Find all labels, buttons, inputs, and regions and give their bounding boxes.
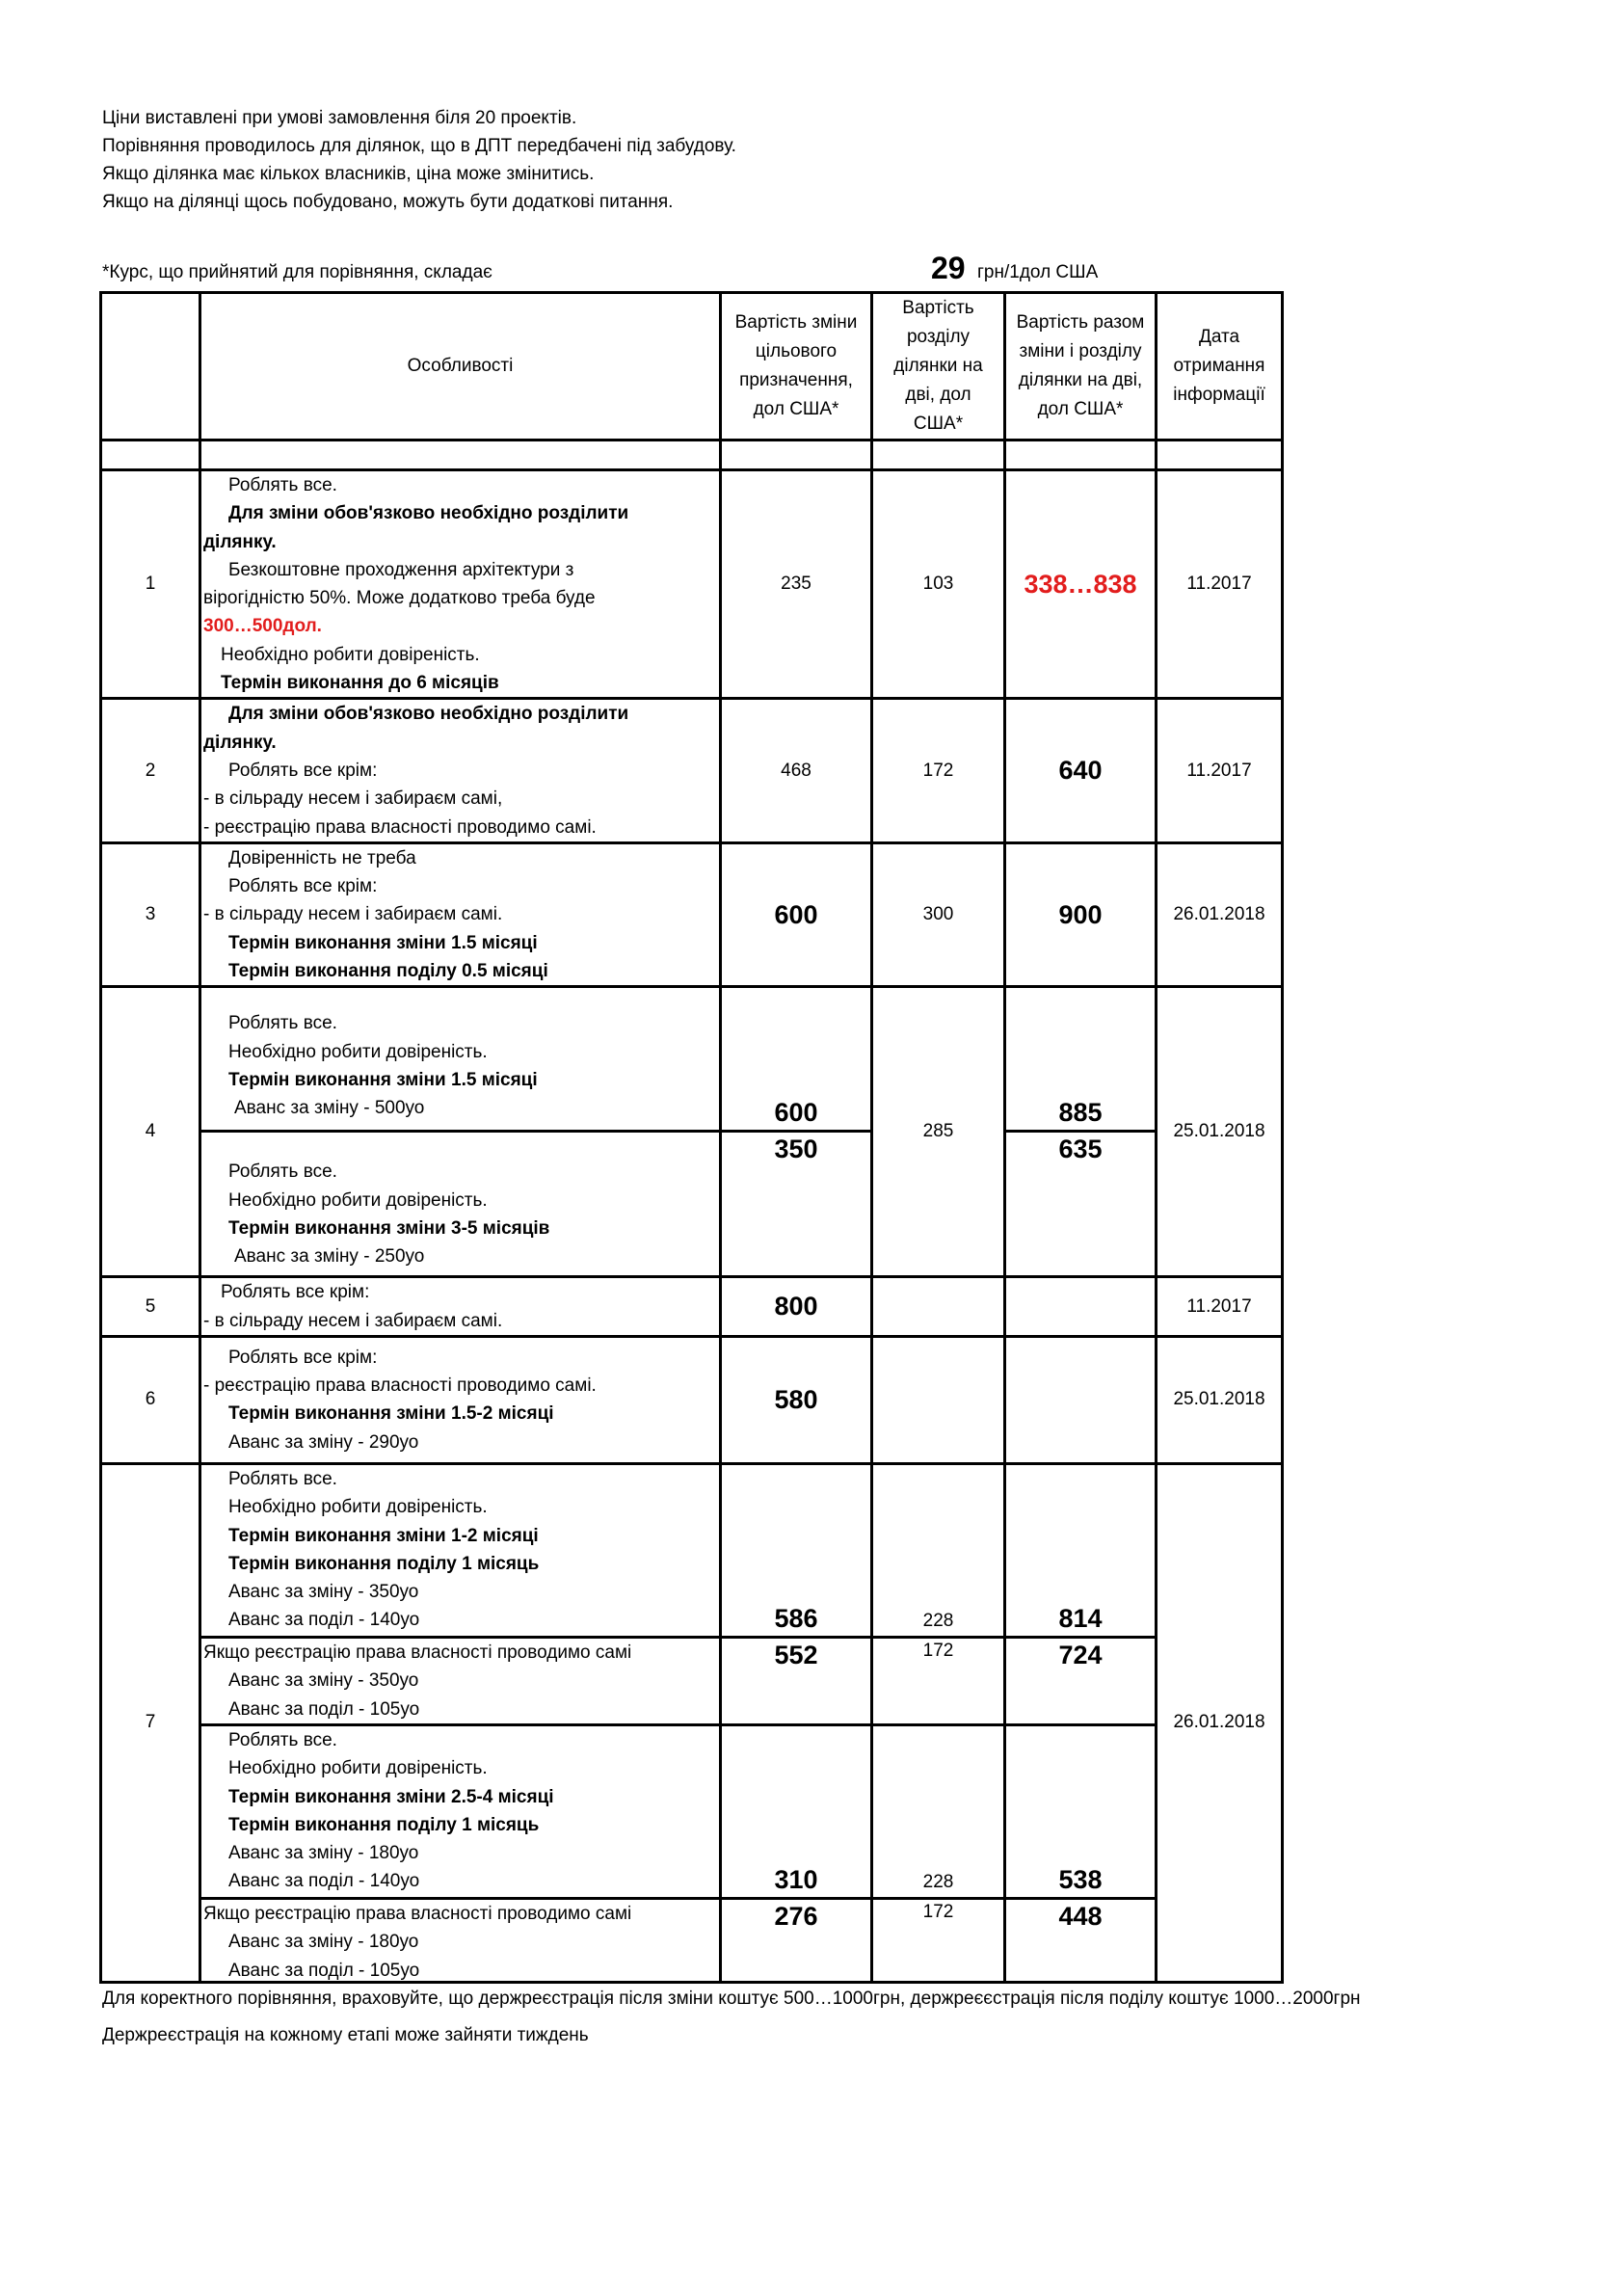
header-line: ділянки на <box>893 356 983 376</box>
cell-part <box>722 1636 870 1723</box>
feature-line: - реєстрацію права власності проводимо самі. <box>203 1375 597 1397</box>
total-cost: 640 <box>1005 699 1157 842</box>
total-value: 724 <box>1058 1640 1103 1669</box>
cell-part <box>1006 1723 1155 1897</box>
feature-line: Аванс за зміну - 500уо <box>234 1098 425 1119</box>
feature-line: Необхідно робити довіреність. <box>228 1041 488 1062</box>
row-features <box>200 699 721 842</box>
exchange-rate <box>102 251 1099 289</box>
row-features <box>200 1463 721 1982</box>
feature-line: Термін виконання до 6 місяців <box>221 673 499 694</box>
info-date: 25.01.2018 <box>1157 1336 1283 1463</box>
cell-part <box>1006 1897 1155 1981</box>
note-line: Якщо на ділянці щось побудовано, можуть бути додаткові питання. <box>102 192 674 212</box>
feature-line: Аванс за зміну - 350уо <box>228 1582 419 1603</box>
feature-line: Термін виконання зміни 2.5-4 місяці <box>228 1786 554 1807</box>
split-value: 228 <box>922 1871 954 1892</box>
split-cost: 103 <box>872 470 1005 699</box>
split-cost: 300 <box>872 842 1005 986</box>
cell-part <box>873 1636 1003 1723</box>
rate-value: 29 <box>931 251 966 285</box>
change-cost: 580 <box>721 1336 872 1463</box>
header-line: зміни і розділу <box>1019 341 1142 361</box>
header-total-cost <box>1005 293 1157 441</box>
variant-b <box>201 1636 719 1723</box>
feature-line: ділянку. <box>203 531 277 552</box>
change-cost: 600 <box>721 842 872 986</box>
feature-line: - в сільраду несем і забираєм самі. <box>203 904 503 925</box>
change-value: 600 <box>774 1098 818 1128</box>
spacer-cell <box>1005 441 1157 470</box>
feature-line: - в сільраду несем і забираєм самі. <box>203 1310 503 1331</box>
change-value: 310 <box>774 1864 818 1894</box>
comparison-table <box>99 291 1284 1984</box>
header-date <box>1157 293 1283 441</box>
info-date: 11.2017 <box>1157 1277 1283 1337</box>
header-line: ділянки на дві, <box>1018 370 1143 390</box>
row-number: 1 <box>101 470 200 699</box>
header-line: дол США* <box>1037 399 1124 419</box>
cell-part <box>873 1465 1003 1636</box>
header-split-cost <box>872 293 1005 441</box>
variant-b <box>201 1130 719 1272</box>
header-change-cost <box>721 293 872 441</box>
row-number: 2 <box>101 699 200 842</box>
footer-notes <box>102 1981 1361 2054</box>
feature-line: Необхідно робити довіреність. <box>228 1189 488 1211</box>
table-row <box>101 699 1283 842</box>
total-value: 814 <box>1058 1603 1103 1633</box>
change-cost <box>721 987 872 1277</box>
split-cost <box>872 1277 1005 1337</box>
change-value: 586 <box>774 1603 818 1633</box>
cell-part <box>722 1723 870 1897</box>
header-line: отримання <box>1173 356 1265 376</box>
feature-line: Роблять все. <box>228 1468 337 1489</box>
feature-line: Для зміни обов'язково необхідно розділити <box>228 704 629 725</box>
header-line: інформації <box>1173 385 1265 405</box>
footer-line: Держреєстрація на кожному етапі може зайняти тиждень <box>102 2025 589 2045</box>
cell-part <box>1006 1465 1155 1636</box>
variant-a <box>201 1465 719 1636</box>
feature-line: Роблять все крім: <box>228 760 378 781</box>
total-cost <box>1005 1463 1157 1982</box>
feature-line: Аванс за поділ - 140уо <box>228 1610 420 1631</box>
feature-line: Аванс за поділ - 140уо <box>228 1871 420 1892</box>
cell-part <box>873 1723 1003 1897</box>
spacer-cell <box>200 441 721 470</box>
header-line: дві, дол <box>905 385 971 405</box>
spacer-row <box>101 441 1283 470</box>
feature-line: Необхідно робити довіреність. <box>228 1497 488 1518</box>
total-value: 448 <box>1058 1901 1103 1931</box>
feature-line: Аванс за зміну - 180уо <box>228 1843 419 1864</box>
variant-c <box>201 1723 719 1897</box>
table-row <box>101 842 1283 986</box>
total-value: 538 <box>1058 1864 1103 1894</box>
change-cost: 235 <box>721 470 872 699</box>
row-features <box>200 1336 721 1463</box>
table-row <box>101 1336 1283 1463</box>
change-cost <box>721 1463 872 1982</box>
feature-line: 300…500дол. <box>203 616 322 637</box>
cell-part <box>873 1897 1003 1981</box>
feature-line: - в сільраду несем і забираєм самі, <box>203 788 503 810</box>
feature-line: Довіренність не треба <box>228 847 416 868</box>
row-features <box>200 842 721 986</box>
feature-line: Роблять все. <box>228 1013 337 1034</box>
feature-line: Необхідно робити довіреність. <box>221 644 480 665</box>
footer-line: Для коректного порівняння, враховуйте, що держреєстрація після зміни коштує 500…1000грн, держреєєстрація після поділу коштує 1000…2000грн <box>102 1989 1361 2009</box>
variant-d <box>201 1897 719 1981</box>
info-date: 26.01.2018 <box>1157 842 1283 986</box>
table-row <box>101 1277 1283 1337</box>
header-line: Вартість разом <box>1016 312 1145 333</box>
variant-a <box>201 988 719 1130</box>
note-line: Ціни виставлені при умові замовлення біля 20 проектів. <box>102 108 577 128</box>
feature-line: Роблять все крім: <box>228 876 378 897</box>
info-date: 26.01.2018 <box>1157 1463 1283 1982</box>
row-features <box>200 987 721 1277</box>
feature-line: Аванс за зміну - 250уо <box>234 1246 425 1268</box>
rate-label: *Курс, що прийнятий для порівняння, складає <box>102 262 492 282</box>
feature-line: Роблять все. <box>228 1729 337 1750</box>
total-cost: 338…838 <box>1005 470 1157 699</box>
feature-line: Термін виконання зміни 1.5 місяці <box>228 1069 538 1090</box>
rate-unit: грн/1дол США <box>977 262 1099 282</box>
change-cost: 468 <box>721 699 872 842</box>
row-number: 7 <box>101 1463 200 1982</box>
feature-line: Термін виконання поділу 1 місяць <box>228 1553 540 1574</box>
total-value: 635 <box>1058 1135 1103 1164</box>
cell-part <box>722 1897 870 1981</box>
cell-part <box>722 1465 870 1636</box>
feature-line: Роблять все. <box>228 475 337 495</box>
feature-line: Термін виконання поділу 1 місяць <box>228 1814 540 1835</box>
spacer-cell <box>721 441 872 470</box>
total-cost <box>1005 1277 1157 1337</box>
total-cost <box>1005 1336 1157 1463</box>
header-line: розділу <box>906 327 971 347</box>
feature-line: Термін виконання зміни 1-2 місяці <box>228 1525 539 1546</box>
row-number: 6 <box>101 1336 200 1463</box>
feature-line: Аванс за зміну - 180уо <box>228 1932 419 1953</box>
header-line: Вартість зміни <box>734 312 858 333</box>
cell-part <box>1006 1130 1155 1275</box>
note-line: Якщо ділянка має кількох власників, ціна може змінитись. <box>102 164 595 184</box>
row-features <box>200 1277 721 1337</box>
row-number: 4 <box>101 987 200 1277</box>
feature-line: Для зміни обов'язково необхідно розділити <box>228 503 629 524</box>
feature-line: вірогідністю 50%. Може додатково треба буде <box>203 588 596 609</box>
change-value: 276 <box>774 1901 818 1931</box>
feature-line: Роблять все. <box>228 1161 337 1183</box>
cell-part <box>1006 988 1155 1130</box>
split-value: 172 <box>922 1901 954 1922</box>
info-date: 11.2017 <box>1157 699 1283 842</box>
feature-line: Аванс за зміну - 290уо <box>228 1431 419 1453</box>
feature-line: Аванс за поділ - 105уо <box>228 1960 420 1981</box>
header-num <box>101 293 200 441</box>
feature-line: Якщо реєстрацію права власності проводимо самі <box>203 1903 632 1924</box>
feature-line: - реєстрацію права власності проводимо самі. <box>203 816 597 838</box>
header-line: цільового <box>755 341 838 361</box>
header-line: призначення, <box>739 370 853 390</box>
feature-line: Термін виконання зміни 3-5 місяців <box>228 1217 550 1239</box>
feature-line: Термін виконання зміни 1.5-2 місяці <box>228 1403 554 1425</box>
table-row <box>101 987 1283 1277</box>
feature-line: Якщо реєстрацію права власності проводимо самі <box>203 1642 632 1663</box>
change-value: 552 <box>774 1640 818 1669</box>
spacer-cell <box>101 441 200 470</box>
notes-block <box>102 104 736 216</box>
feature-line: Безкоштовне проходження архітектури з <box>228 559 574 580</box>
header-line: Вартість <box>902 298 974 318</box>
cell-part <box>722 1130 870 1275</box>
cell-part <box>722 988 870 1130</box>
total-value: 885 <box>1058 1098 1103 1128</box>
feature-line: ділянку. <box>203 732 277 753</box>
split-cost <box>872 1463 1005 1982</box>
feature-line: Необхідно робити довіреність. <box>228 1758 488 1779</box>
feature-line: Термін виконання зміни 1.5 місяці <box>228 932 538 953</box>
table-row <box>101 470 1283 699</box>
split-cost <box>872 1336 1005 1463</box>
total-cost <box>1005 987 1157 1277</box>
feature-line: Роблять все крім: <box>228 1347 378 1368</box>
feature-line: Роблять все крім: <box>221 1282 370 1303</box>
row-features <box>200 470 721 699</box>
row-number: 3 <box>101 842 200 986</box>
row-number: 5 <box>101 1277 200 1337</box>
header-row <box>101 293 1283 441</box>
split-cost: 172 <box>872 699 1005 842</box>
header-line: дол США* <box>753 399 839 419</box>
cell-part <box>1006 1636 1155 1723</box>
spacer-cell <box>1157 441 1283 470</box>
info-date: 11.2017 <box>1157 470 1283 699</box>
feature-line: Аванс за зміну - 350уо <box>228 1670 419 1692</box>
split-value: 228 <box>922 1610 954 1631</box>
total-cost: 900 <box>1005 842 1157 986</box>
change-cost: 800 <box>721 1277 872 1337</box>
feature-line: Аванс за поділ - 105уо <box>228 1698 420 1720</box>
header-line: Дата <box>1198 327 1240 347</box>
table-row <box>101 1463 1283 1982</box>
feature-line: Термін виконання поділу 0.5 місяці <box>228 961 548 982</box>
header-line: США* <box>913 414 964 434</box>
info-date: 25.01.2018 <box>1157 987 1283 1277</box>
split-value: 172 <box>922 1640 954 1661</box>
header-features: Особливості <box>200 293 721 441</box>
note-line: Порівняння проводилось для ділянок, що в ДПТ передбачені під забудову. <box>102 136 736 156</box>
change-value: 350 <box>774 1135 818 1164</box>
spacer-cell <box>872 441 1005 470</box>
split-cost: 285 <box>872 987 1005 1277</box>
